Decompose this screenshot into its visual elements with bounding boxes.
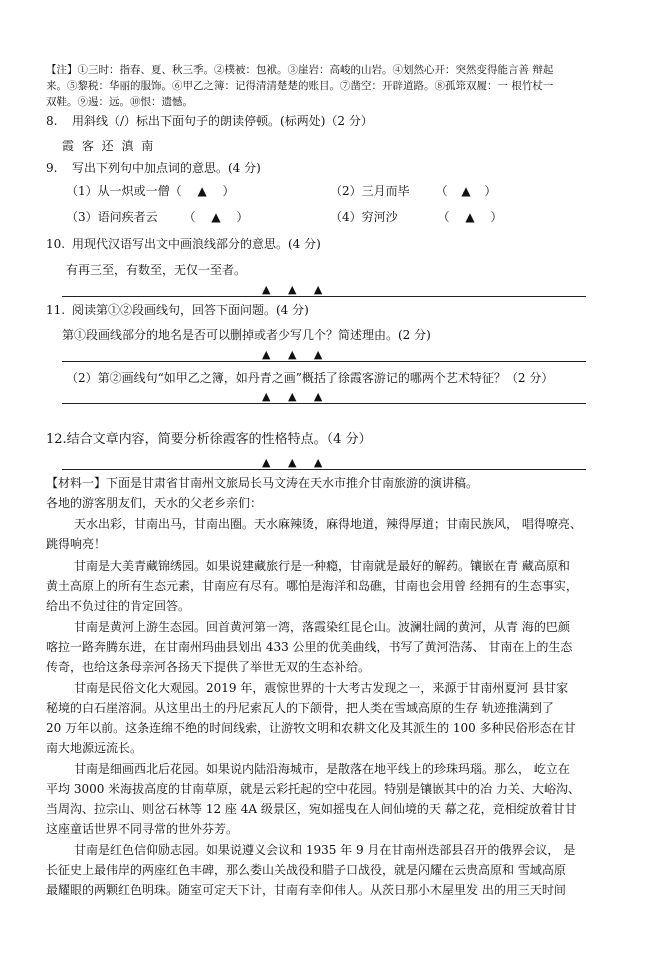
q9-option-1-close: ） [222, 184, 235, 198]
notes-line-1: 【注】①三时：指春、夏、秋三季。②樸被：包袱。③崖岩：高峻的山岩。④划然心开：突然变得能言善 辩起 [46, 64, 554, 76]
material-line: 长征史上最伟岸的两座红色丰碑，那么娄山关战役和腊子口战役，就是闪耀在云贵高原和 雪域高原 [46, 863, 566, 877]
q9-option-2 [330, 182, 496, 199]
question-8 [46, 113, 373, 129]
notes-line-2: 来。⑤黎税：华丽的服饰。⑥甲乙之簿：记得清清楚楚的账目。⑦凿空：开辟道路。⑧孤筇双履：一 根竹杖一 [46, 80, 554, 92]
answer-triangle-icon: ▲ [211, 210, 221, 224]
answer-triangle-icon: ▲ ▲ ▲ [262, 348, 330, 361]
question-9-number: 9. [46, 161, 58, 175]
question-10 [46, 236, 321, 252]
answer-triangle-icon: ▲ [465, 210, 475, 224]
material-greeting: 各地的游客朋友们，天水的父老乡亲们： [46, 496, 263, 510]
answer-line [62, 361, 586, 362]
material-line: 甘南是民俗文化大观园。2019 年，震惊世界的十大考古发现之一，来源于甘南州夏河 县甘家 [74, 681, 569, 695]
question-11-sub2: （2）第②画线句“如甲乙之簿，如丹青之画”概括了徐霞客游记的哪两个艺术特征？（2 分） [66, 371, 554, 385]
q9-option-1-label: （1）从一炽或一僧（ [66, 184, 182, 198]
q9-option-3-open: （ [183, 210, 196, 224]
q9-option-1 [66, 182, 235, 199]
material-line: 最耀眼的两颗红色明珠。随室可定天下计，甘南有幸仰伟人。从茨日那小木屋里发 出的用三天时间 [46, 883, 566, 897]
question-11 [46, 302, 309, 318]
question-12: 12.结合文章内容，简要分析徐霞客的性格特点。（4 分） [46, 432, 372, 447]
q9-option-2-open: （ [435, 184, 448, 198]
q9-option-4 [330, 208, 502, 225]
material-line: 甘南是大美青藏锦绣园。如果说建藏旅行是一种瘾，甘南就是最好的解药。镶嵌在青 藏高原和 [74, 559, 570, 573]
question-10-quote: 有再三至，有数至，无仅一至者。 [66, 263, 247, 277]
material-line: 这座童话世界不同寻常的世外芬芳。 [46, 822, 239, 836]
question-8-sentence: 霞 客 还 滇 南 [62, 139, 156, 153]
question-9-text: 写出下列句中加点词的意思。(4 分) [72, 161, 261, 175]
question-11-text: 阅读第①②段画线句，回答下面问题。(4 分) [72, 303, 309, 317]
material-line: 传奇，也给这条母亲河各扬天下提供了举世无双的生态补给。 [46, 660, 371, 674]
q9-option-2-label: （2）三月而毕 [330, 184, 410, 198]
q9-option-3 [66, 208, 248, 225]
q9-option-4-label: （4）穷河沙 [330, 210, 398, 224]
answer-triangle-icon: ▲ [197, 184, 207, 198]
answer-line [62, 469, 586, 470]
answer-triangle-icon: ▲ ▲ ▲ [262, 283, 330, 296]
material-line: 南大地源远流长。 [46, 741, 143, 755]
material-line: 喀拉一路奔腾东进，在甘南州玛曲县划出 433 公里的优美曲线，书写了黄河浩荡、 甘南在上的生态 [46, 640, 573, 654]
question-10-number: 10. [46, 237, 66, 251]
question-11-sub1: 第①段画线部分的地名是否可以删掉或者少写几个？简述理由。(2 分) [62, 328, 431, 342]
answer-triangle-icon: ▲ [461, 184, 471, 198]
material-line: 给出不负过往的肯定回答。 [46, 599, 191, 613]
material-line: 平均 3000 米海拔高度的甘南草原，就是云彩托起的空中花园。特别是镶嵌其中的冶 力关、大峪沟、 [46, 782, 580, 796]
material-line: 天水出彩，甘南出马，甘南出圈。天水麻辣烫，麻得地道，辣得厚道；甘南民族风， 唱得嘹亮、 [74, 517, 582, 531]
answer-line [62, 296, 586, 297]
question-8-text: 用斜线（/）标出下面句子的朗读停顿。(标两处)（2 分） [72, 114, 373, 128]
answer-triangle-icon: ▲ ▲ ▲ [262, 456, 330, 469]
question-9 [46, 160, 261, 176]
material-line: 甘南是红色信仰励志园。如果说遵义会议和 1935 年 9 月在甘南州迭部县召开的俄界会议， 是 [74, 843, 576, 857]
material-heading: 【材料一】下面是甘肃省甘南州文旅局长马文涛在天水市推介甘南旅游的演讲稿。 [46, 476, 479, 490]
material-line: 秘境的白石崖溶洞。从这里出土的丹尼索瓦人的下颌骨，把人类在雪域高原的生存 轨迹推满到了 [46, 701, 554, 715]
material-line: 黄土高原上的所有生态元素，甘南应有尽有。哪怕是海洋和岛礁，甘南也会用曾 经拥有的生态事实， [46, 579, 578, 593]
q9-option-3-label: （3）语问疾者云 [66, 210, 158, 224]
q9-option-4-close: ） [490, 210, 503, 224]
material-line: 甘南是黄河上游生态园。回首黄河第一湾，落霞染红昆仑山。波澜壮阔的黄河，从青 海的巴颜 [74, 620, 570, 634]
question-8-number: 8. [46, 114, 58, 128]
answer-triangle-icon: ▲ ▲ ▲ [262, 390, 330, 403]
question-10-text: 用现代汉语写出文中画浪线部分的意思。(4 分) [72, 237, 321, 251]
material-line: 当周沟、拉宗山、则岔石林等 12 座 4A 级景区，宛如摇曳在人间仙境的天 幕之花，竞相绽放着甘甘 [46, 802, 577, 816]
question-11-number: 11. [46, 303, 66, 317]
material-line: 甘南是细画西北后花园。如果说内陆沿海城市，是散落在地平线上的珍珠玛瑙。那么， 屹立在 [74, 762, 570, 776]
notes-line-3: 双鞋。⑨逷：远。⑩恨：遗憾。 [46, 96, 193, 108]
q9-option-4-open: （ [437, 210, 450, 224]
q9-option-2-close: ） [484, 184, 497, 198]
q9-option-3-close: ） [236, 210, 249, 224]
answer-line [62, 403, 586, 404]
material-line: 20 万年以前。这条连绵不绝的时间线索，让游牧文明和农耕文化及其派生的 100 多种民俗形态在甘 [46, 721, 576, 735]
material-line: 跳得响亮！ [46, 537, 107, 551]
